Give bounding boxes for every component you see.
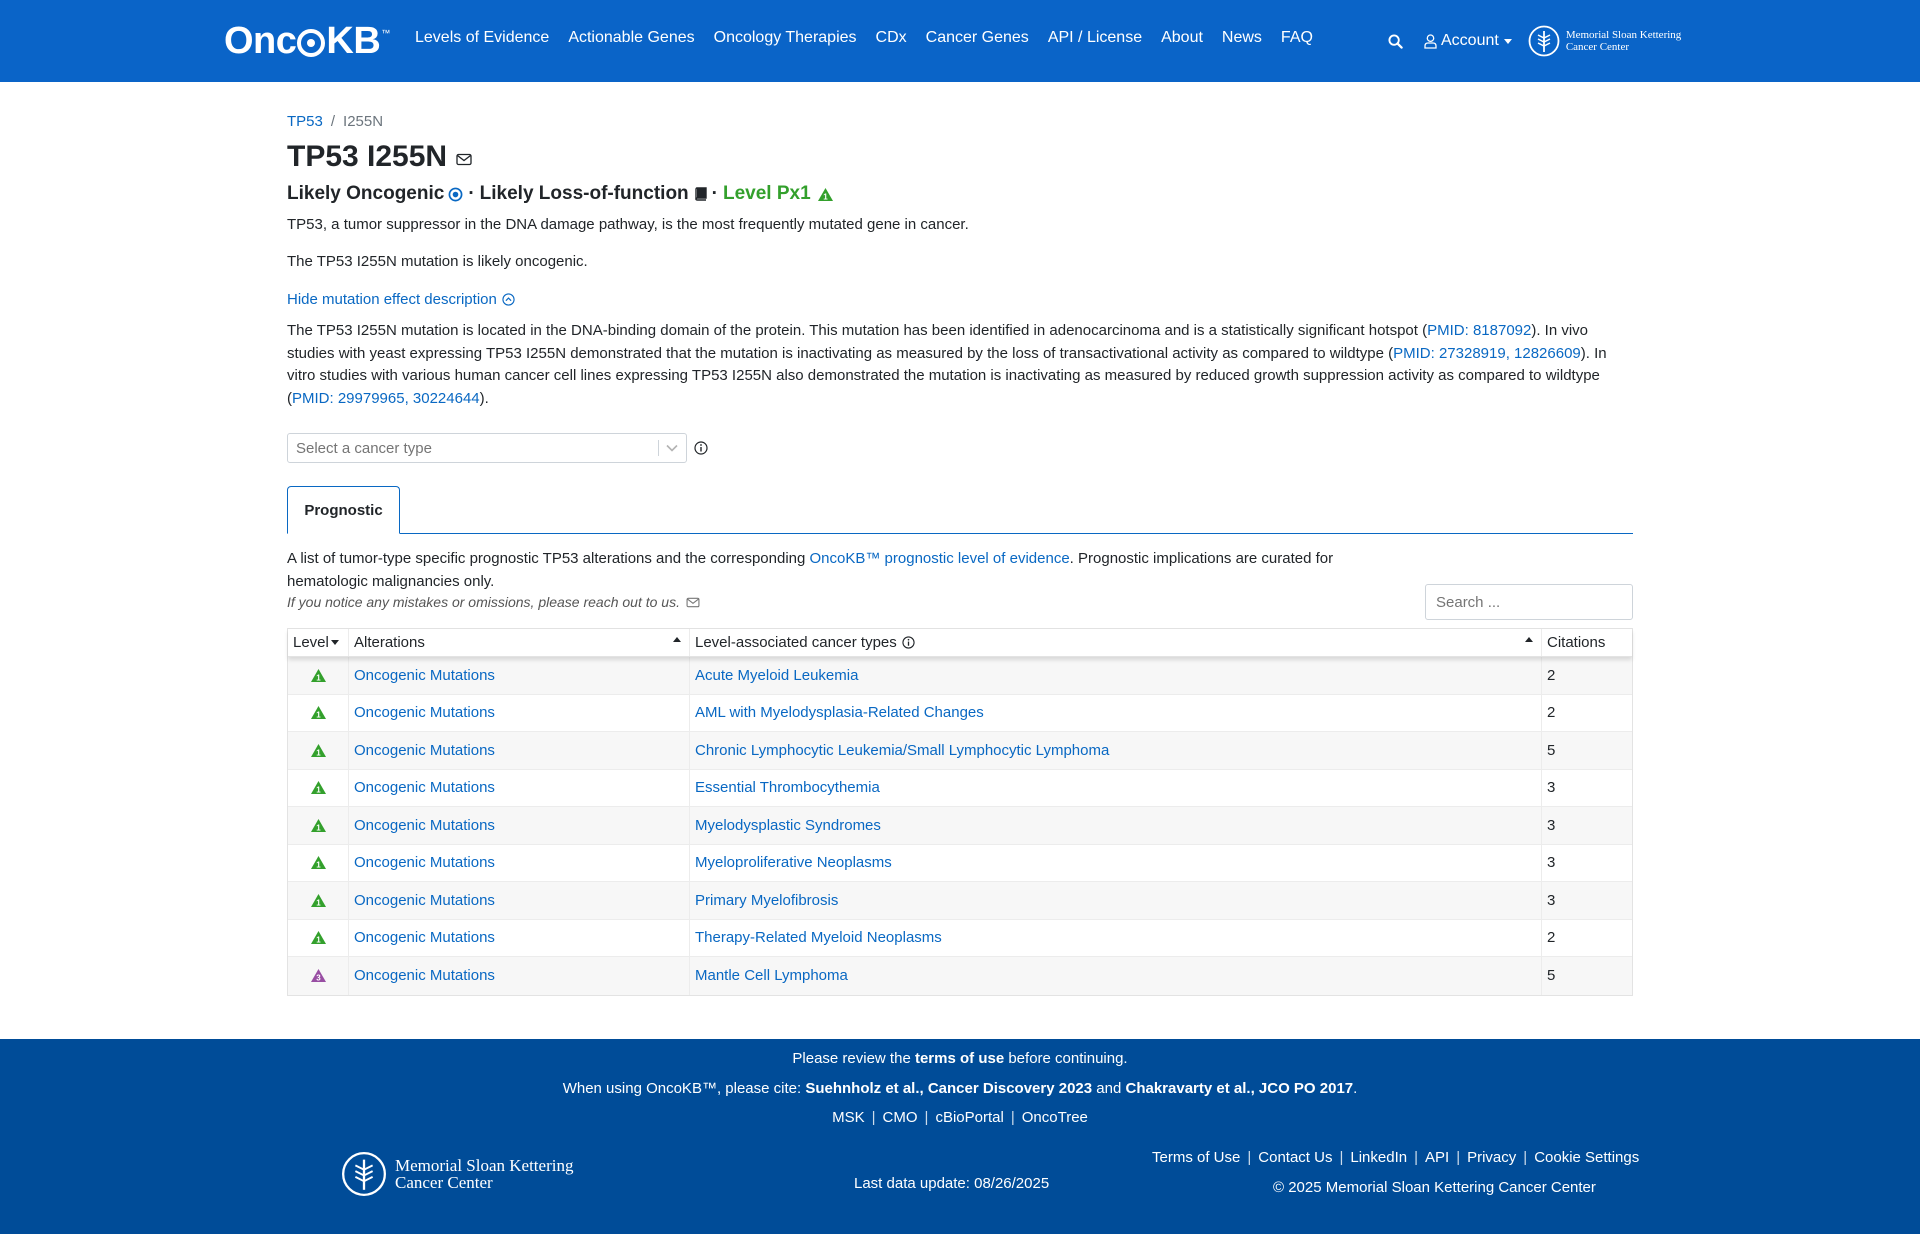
status-separator-2: ·	[711, 183, 718, 204]
feedback-note-text: If you notice any mistakes or omissions, please reach out to us.	[287, 594, 680, 610]
level-cell	[288, 657, 349, 694]
footer-privacy[interactable]: Privacy	[1467, 1149, 1517, 1166]
alteration-cell	[349, 920, 690, 957]
cancer-type-select[interactable]	[287, 433, 687, 463]
table-row	[288, 770, 1632, 808]
account-dropdown[interactable]	[1424, 32, 1512, 50]
header-citations-label: Citations	[1547, 634, 1606, 651]
description-text-2: ). In vivo studies with yeast expressing TP53 I255N demonstrated that the mutation is inactivating as measured by the loss of transactivational activity as compared to wildtype (	[287, 322, 1589, 362]
user-icon	[1424, 34, 1437, 49]
feedback-note	[287, 594, 700, 610]
alteration-link[interactable]: Oncogenic Mutations	[354, 666, 495, 684]
level-cell	[288, 920, 349, 957]
table-header	[288, 629, 1632, 657]
alteration-link[interactable]: Oncogenic Mutations	[354, 779, 495, 797]
mail-icon-small[interactable]	[686, 597, 700, 608]
status-separator: ·	[468, 183, 475, 204]
citations-cell[interactable]: 5	[1547, 741, 1556, 759]
cancer-type-cell	[690, 695, 1542, 732]
table-row	[288, 957, 1632, 995]
footer-contact-us[interactable]: Contact Us	[1258, 1149, 1333, 1166]
tab-bar	[287, 486, 1633, 534]
nav-cancer-genes[interactable]: Cancer Genes	[925, 29, 1029, 46]
info-icon[interactable]	[694, 441, 708, 455]
table-row	[288, 882, 1632, 920]
level-cell	[288, 695, 349, 732]
svg-text:1: 1	[315, 898, 321, 908]
nav-api-license[interactable]: API / License	[1047, 29, 1143, 46]
nav-faq[interactable]: FAQ	[1280, 29, 1313, 46]
footer-terms-of-use[interactable]: Terms of Use	[1152, 1149, 1241, 1166]
svg-text:1: 1	[315, 935, 321, 945]
pmid-link-2[interactable]: PMID: 27328919, 12826609	[1393, 344, 1581, 362]
terms-notice-post: before continuing.	[1004, 1050, 1128, 1067]
table-row	[288, 920, 1632, 958]
citations-cell[interactable]: 3	[1547, 891, 1556, 909]
svg-text:1: 1	[315, 823, 321, 833]
gene-summary: TP53, a tumor suppressor in the DNA damage pathway, is the most frequently mutated gene in cancer.	[287, 216, 969, 233]
level-px1-icon	[817, 187, 834, 202]
sort-desc-icon	[331, 640, 339, 645]
msk-logo[interactable]	[1528, 24, 1681, 58]
msk-name-line1: Memorial Sloan Kettering	[1565, 29, 1682, 41]
alteration-link[interactable]: Oncogenic Mutations	[354, 816, 495, 834]
breadcrumb-alteration: I255N	[343, 113, 384, 130]
alteration-cell	[349, 732, 690, 769]
level-cell	[288, 732, 349, 769]
citation-post: .	[1353, 1080, 1358, 1097]
oncogenic-icon	[448, 187, 463, 202]
terms-notice	[0, 1050, 1920, 1067]
breadcrumb-gene-link[interactable]: TP53	[287, 113, 323, 130]
alteration-link[interactable]: Oncogenic Mutations	[354, 741, 495, 759]
table-body	[288, 657, 1632, 995]
hide-description-toggle[interactable]	[287, 291, 515, 308]
prognostic-text-1: A list of tumor-type specific prognostic TP53 alterations and the corresponding	[287, 550, 810, 567]
description-text-3: ). In vitro studies with various human cancer cell lines expressing TP53 I255N also demonstrated the mutation is inactivating as measured by reduced growth suppression activity as compared to wildtype (	[287, 344, 1607, 407]
svg-text:1: 1	[822, 192, 828, 201]
msk-emblem-icon	[341, 1149, 387, 1199]
header-cancer-types[interactable]	[690, 629, 1542, 656]
pmid-link-1[interactable]: PMID: 8187092	[1427, 322, 1532, 339]
footer-legal-links: Terms of Use | Contact Us | LinkedIn | API | Privacy | Cookie Settings	[1152, 1149, 1640, 1166]
level-cell	[288, 882, 349, 919]
level-px1-icon	[310, 705, 327, 720]
level-label: Level Px1	[722, 183, 811, 204]
citations-cell[interactable]: 2	[1547, 666, 1556, 684]
nav-about[interactable]: About	[1161, 29, 1203, 46]
level-px3-icon	[310, 968, 327, 983]
svg-text:1: 1	[315, 785, 321, 795]
hide-description-label: Hide mutation effect description	[287, 291, 497, 308]
citation-pre: When using OncoKB™, please cite:	[562, 1080, 806, 1097]
breadcrumb-separator: /	[330, 113, 336, 130]
header-level[interactable]	[288, 629, 349, 656]
cancer-type-cell	[690, 657, 1542, 694]
table-row	[288, 732, 1632, 770]
footer-link-cmo[interactable]: CMO	[882, 1109, 918, 1126]
alteration-cell	[349, 657, 690, 694]
cancer-type-link[interactable]: Essential Thrombocythemia	[695, 779, 880, 797]
nav-menu	[415, 29, 1332, 47]
footer-cookie-settings[interactable]: Cookie Settings	[1534, 1149, 1640, 1166]
cancer-type-link[interactable]: Myeloproliferative Neoplasms	[695, 854, 892, 872]
alteration-link[interactable]: Oncogenic Mutations	[354, 704, 495, 722]
nav-levels-of-evidence[interactable]: Levels of Evidence	[415, 29, 550, 46]
msk-emblem-icon	[1528, 24, 1560, 58]
info-icon[interactable]	[902, 636, 915, 649]
citation-and: and	[1092, 1080, 1126, 1097]
alteration-link[interactable]: Oncogenic Mutations	[354, 854, 495, 872]
description-text-1: The TP53 I255N mutation is located in the DNA-binding domain of the protein. This mutation has been identified in adenocarcinoma and is a statistically significant hotspot (	[287, 322, 1428, 339]
alteration-link[interactable]: Oncogenic Mutations	[354, 967, 495, 985]
alteration-cell	[349, 807, 690, 844]
level-px1-icon	[310, 818, 327, 833]
terms-of-use-link[interactable]: terms of use	[914, 1050, 1005, 1067]
alteration-cell	[349, 695, 690, 732]
cancer-type-link[interactable]: AML with Myelodysplasia-Related Changes	[695, 704, 984, 722]
table-row	[288, 845, 1632, 883]
level-cell	[288, 957, 349, 995]
citation-notice	[0, 1080, 1920, 1097]
cancer-type-cell	[690, 807, 1542, 844]
oncogenicity-label: Likely Oncogenic	[287, 183, 445, 204]
tab-prognostic[interactable]: Prognostic	[287, 486, 400, 534]
svg-text:1: 1	[315, 748, 321, 758]
alteration-cell	[349, 770, 690, 807]
cancer-type-cell	[690, 882, 1542, 919]
footer	[0, 1039, 1920, 1234]
alteration-link[interactable]: Oncogenic Mutations	[354, 929, 495, 947]
alteration-cell	[349, 882, 690, 919]
cancer-type-cell	[690, 732, 1542, 769]
citations-cell[interactable]: 5	[1547, 967, 1556, 985]
level-px1-icon	[310, 743, 327, 758]
svg-text:1: 1	[315, 673, 321, 683]
cancer-type-cell	[690, 770, 1542, 807]
footer-msk-line2: Cancer Center	[395, 1173, 493, 1192]
mutation-effect-description	[287, 320, 1627, 410]
header-cancer-types-label: Level-associated cancer types	[695, 634, 897, 651]
svg-text:3: 3	[315, 973, 321, 983]
header-citations[interactable]	[1542, 629, 1632, 656]
mail-icon[interactable]	[456, 153, 472, 171]
prognostic-text-2: . Prognostic implications are curated for hematologic malignancies only.	[287, 550, 1334, 590]
cancer-type-link[interactable]: Chronic Lymphocytic Leukemia/Small Lymphocytic Lymphoma	[695, 741, 1110, 759]
nav-cdx[interactable]: CDx	[875, 29, 907, 46]
cancer-type-link[interactable]: Therapy-Related Myeloid Neoplasms	[695, 929, 942, 947]
description-text-4: ).	[479, 389, 489, 407]
level-px1-icon	[310, 893, 327, 908]
cancer-type-link[interactable]: Myelodysplastic Syndromes	[695, 816, 881, 834]
nav-oncology-therapies[interactable]: Oncology Therapies	[713, 29, 857, 46]
level-cell	[288, 770, 349, 807]
footer-external-links: MSK | CMO | cBioPortal | OncoTree	[832, 1109, 1088, 1126]
footer-linkedin[interactable]: LinkedIn	[1350, 1149, 1408, 1166]
nav-actionable-genes[interactable]: Actionable Genes	[568, 29, 695, 46]
mutation-effect-label: Likely Loss-of-function	[479, 183, 689, 204]
citation-link-1[interactable]: Suehnholz et al., Cancer Discovery 2023	[805, 1080, 1093, 1097]
book-icon[interactable]	[694, 187, 707, 201]
copyright: © 2025 Memorial Sloan Kettering Cancer Center	[1273, 1179, 1596, 1196]
citations-cell[interactable]: 3	[1547, 854, 1556, 872]
alteration-link[interactable]: Oncogenic Mutations	[354, 891, 495, 909]
cancer-type-link[interactable]: Acute Myeloid Leukemia	[695, 666, 859, 684]
search-icon[interactable]	[1380, 22, 1410, 60]
svg-text:1: 1	[315, 710, 321, 720]
breadcrumb	[287, 113, 383, 130]
cancer-type-link[interactable]: Primary Myelofibrosis	[695, 891, 839, 909]
citations-cell[interactable]: 2	[1547, 929, 1556, 947]
prognostic-description	[287, 547, 1367, 593]
table-row	[288, 695, 1632, 733]
cancer-type-cell	[690, 957, 1542, 995]
oncokb-logo[interactable]: Onc KB ™	[224, 20, 390, 62]
cancer-type-placeholder: Select a cancer type	[296, 439, 432, 457]
pmid-link-3[interactable]: PMID: 29979965, 30224644	[292, 389, 480, 407]
nav-news[interactable]: News	[1221, 29, 1262, 46]
level-cell	[288, 845, 349, 882]
account-label: Account	[1441, 32, 1499, 49]
sort-asc-icon	[1525, 637, 1533, 642]
top-navbar	[0, 0, 1920, 82]
header-alterations-label: Alterations	[354, 634, 425, 651]
footer-link-msk[interactable]: MSK	[832, 1109, 865, 1126]
footer-api[interactable]: API	[1425, 1149, 1450, 1166]
citations-cell[interactable]: 3	[1547, 816, 1556, 834]
terms-notice-pre: Please review the	[792, 1050, 915, 1067]
header-level-label: Level	[293, 634, 329, 651]
footer-msk-line1: Memorial Sloan Kettering	[395, 1156, 574, 1175]
msk-name-line2: Cancer Center	[1565, 41, 1630, 53]
svg-text:1: 1	[315, 860, 321, 870]
prognostic-table	[287, 628, 1633, 996]
table-search-input[interactable]	[1425, 584, 1633, 620]
header-alterations[interactable]	[349, 629, 690, 656]
citation-link-2[interactable]: Chakravarty et al., JCO PO 2017	[1125, 1080, 1354, 1097]
sort-asc-icon	[673, 637, 681, 642]
variant-summary: The TP53 I255N mutation is likely oncogenic.	[287, 253, 588, 270]
page-title: TP53 I255N	[287, 140, 448, 173]
logo-ring-icon	[297, 29, 325, 57]
caret-down-icon	[1504, 39, 1512, 44]
prognostic-level-link[interactable]: OncoKB™ prognostic level of evidence	[809, 550, 1070, 567]
level-px1-icon	[310, 930, 327, 945]
footer-link-oncotree[interactable]: OncoTree	[1021, 1109, 1088, 1126]
chevron-up-circle-icon	[502, 293, 515, 306]
citations-cell[interactable]: 2	[1547, 704, 1556, 722]
cancer-type-link[interactable]: Mantle Cell Lymphoma	[695, 967, 848, 985]
alteration-cell	[349, 957, 690, 995]
variant-status	[287, 183, 834, 205]
table-row	[288, 657, 1632, 695]
alteration-cell	[349, 845, 690, 882]
table-row	[288, 807, 1632, 845]
last-data-update: Last data update: 08/26/2025	[854, 1175, 1050, 1192]
level-px1-icon	[310, 855, 327, 870]
citations-cell[interactable]: 3	[1547, 779, 1556, 797]
cancer-type-cell	[690, 920, 1542, 957]
level-px1-icon	[310, 668, 327, 683]
level-px1-icon	[310, 780, 327, 795]
cancer-type-cell	[690, 845, 1542, 882]
chevron-down-icon	[666, 444, 678, 452]
footer-msk-logo[interactable]	[341, 1149, 573, 1199]
level-cell	[288, 807, 349, 844]
footer-link-cbioportal[interactable]: cBioPortal	[935, 1109, 1004, 1126]
